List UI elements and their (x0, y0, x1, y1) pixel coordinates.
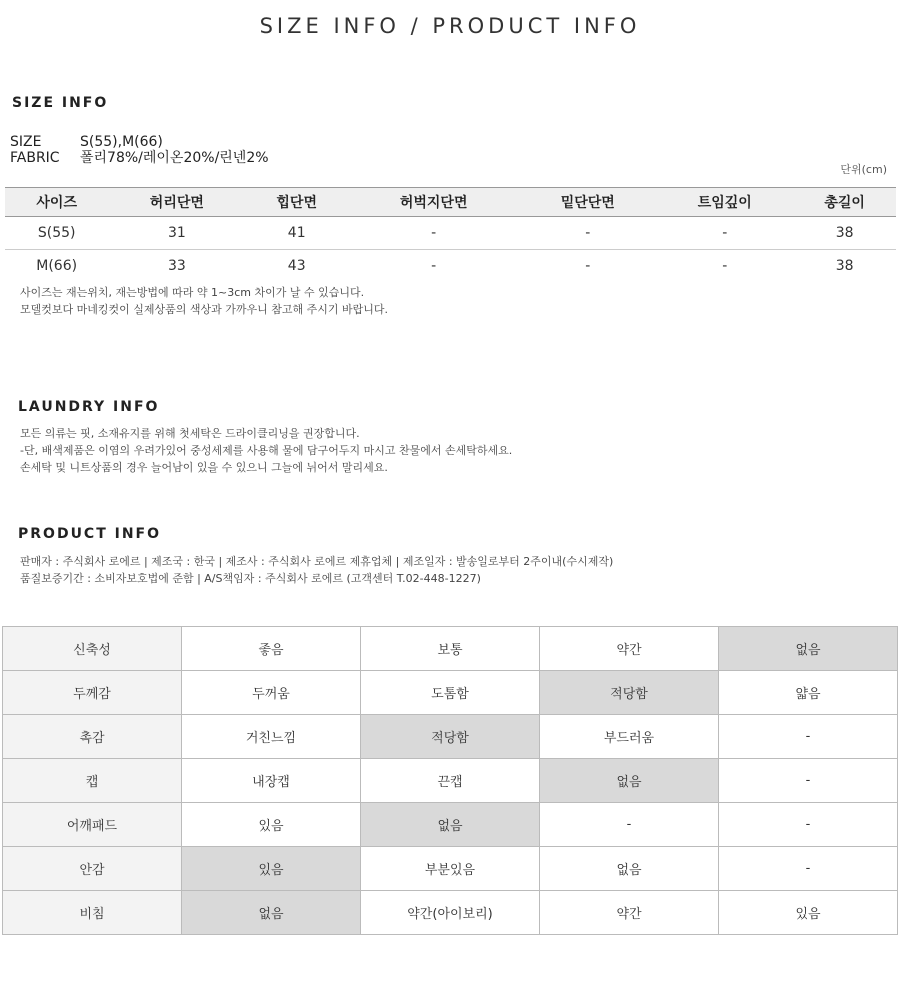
fabric-option: 부분있음 (361, 847, 540, 891)
fabric-option: 두꺼움 (182, 671, 361, 715)
fabric-row (3, 847, 898, 891)
fabric-option-selected: 없음 (182, 891, 361, 935)
size-info-heading: SIZE INFO (12, 95, 109, 111)
fabric-row (3, 803, 898, 847)
note-line: 품질보증기간 : 소비자보호법에 준함 | A/S책임자 : 주식회사 로에르 (고객센터 T.02-448-1227) (20, 572, 481, 585)
fabric-option-selected: 적당함 (540, 671, 719, 715)
product-notes (20, 553, 613, 587)
fabric-option: - (719, 803, 898, 847)
fabric-row-label: 어깨패드 (3, 803, 182, 847)
table-cell: - (519, 217, 656, 250)
fabric-row (3, 891, 898, 935)
fabric-option: - (540, 803, 719, 847)
fabric-row-label: 캡 (3, 759, 182, 803)
table-cell: 31 (108, 217, 245, 250)
table-cell: 43 (287, 258, 306, 274)
table-cell: - (585, 258, 591, 274)
fabric-option: - (719, 759, 898, 803)
fabric-option: 거친느낌 (182, 715, 361, 759)
unit-label: 단위(cm) (840, 163, 887, 176)
fabric-option-selected: 없음 (719, 627, 898, 671)
fabric-option: 약간(아이보리) (361, 891, 540, 935)
table-cell: 33 (167, 258, 186, 274)
fabric-row-label: 안감 (3, 847, 182, 891)
table-cell: - (348, 217, 519, 250)
page-title: SIZE INFO / PRODUCT INFO (259, 14, 641, 38)
fabric-row-label: 신축성 (3, 627, 182, 671)
size-table (5, 187, 896, 282)
fabric-row (3, 759, 898, 803)
column-header: 밑단단면 (519, 188, 656, 217)
column-header: 허리단면 (108, 188, 245, 217)
column-header: 트임깊이 (656, 188, 793, 217)
table-cell: - (722, 258, 728, 274)
fabric-option: 얇음 (719, 671, 898, 715)
product-info-heading: PRODUCT INFO (18, 526, 162, 542)
note-line: 손세탁 및 니트상품의 경우 늘어남이 있을 수 있으니 그늘에 뉘어서 말리세요. (20, 461, 388, 474)
fabric-label: FABRIC (10, 150, 60, 166)
column-header: 허벅지단면 (348, 188, 519, 217)
fabric-spec (10, 150, 269, 166)
size-spec (10, 134, 163, 150)
fabric-option: 있음 (182, 803, 361, 847)
fabric-option-selected: 적당함 (361, 715, 540, 759)
table-cell: 38 (835, 258, 854, 274)
table-cell: 38 (793, 217, 896, 250)
size-table-header (5, 188, 896, 217)
table-cell: 41 (245, 217, 348, 250)
fabric-option: - (719, 847, 898, 891)
fabric-option: 약간 (540, 627, 719, 671)
fabric-option: 없음 (540, 847, 719, 891)
note-line: 사이즈는 재는위치, 재는방법에 따라 약 1~3cm 차이가 날 수 있습니다. (20, 286, 365, 299)
column-header: 힙단면 (245, 188, 348, 217)
fabric-row (3, 671, 898, 715)
table-cell: - (656, 217, 793, 250)
fabric-option-selected: 없음 (361, 803, 540, 847)
size-label: SIZE (10, 134, 42, 150)
fabric-option: 부드러움 (540, 715, 719, 759)
size-notes (20, 284, 388, 318)
fabric-row (3, 715, 898, 759)
laundry-info-heading: LAUNDRY INFO (18, 399, 160, 415)
fabric-option-selected: 없음 (540, 759, 719, 803)
table-row (5, 217, 896, 250)
fabric-option: 끈캡 (361, 759, 540, 803)
column-header: 사이즈 (5, 188, 108, 217)
fabric-row (3, 627, 898, 671)
table-cell: - (431, 258, 437, 274)
table-row (5, 250, 896, 283)
note-line: 모델컷보다 마네킹컷이 실제상품의 색상과 가까우니 참고해 주시기 바랍니다. (20, 303, 389, 316)
fabric-value: 폴리78%/레이온20%/린넨2% (80, 150, 269, 166)
fabric-option: 좋음 (182, 627, 361, 671)
fabric-option: - (719, 715, 898, 759)
fabric-option-selected: 있음 (182, 847, 361, 891)
note-line: 판매자 : 주식회사 로에르 | 제조국 : 한국 | 제조사 : 주식회사 로에르 제휴업체 | 제조일자 : 발송일로부터 2주이내(수시제작) (20, 555, 614, 568)
fabric-row-label: 비침 (3, 891, 182, 935)
fabric-properties-table (2, 626, 898, 935)
fabric-option: 약간 (540, 891, 719, 935)
fabric-option: 있음 (719, 891, 898, 935)
fabric-option: 도톰함 (361, 671, 540, 715)
size-value: S(55),M(66) (80, 134, 163, 150)
fabric-row-label: 촉감 (3, 715, 182, 759)
table-cell: S(55) (5, 217, 108, 250)
note-line: -단, 배색제품은 이염의 우려가있어 중성세제를 사용해 물에 담구어두지 마시고 찬물에서 손세탁하세요. (20, 444, 513, 457)
column-header: 총길이 (793, 188, 896, 217)
note-line: 모든 의류는 핏, 소재유지를 위해 첫세탁은 드라이클리닝을 권장합니다. (20, 427, 360, 440)
fabric-row-label: 두께감 (3, 671, 182, 715)
table-cell: M(66) (36, 258, 78, 274)
fabric-option: 내장캡 (182, 759, 361, 803)
laundry-notes (20, 425, 512, 476)
fabric-option: 보통 (361, 627, 540, 671)
